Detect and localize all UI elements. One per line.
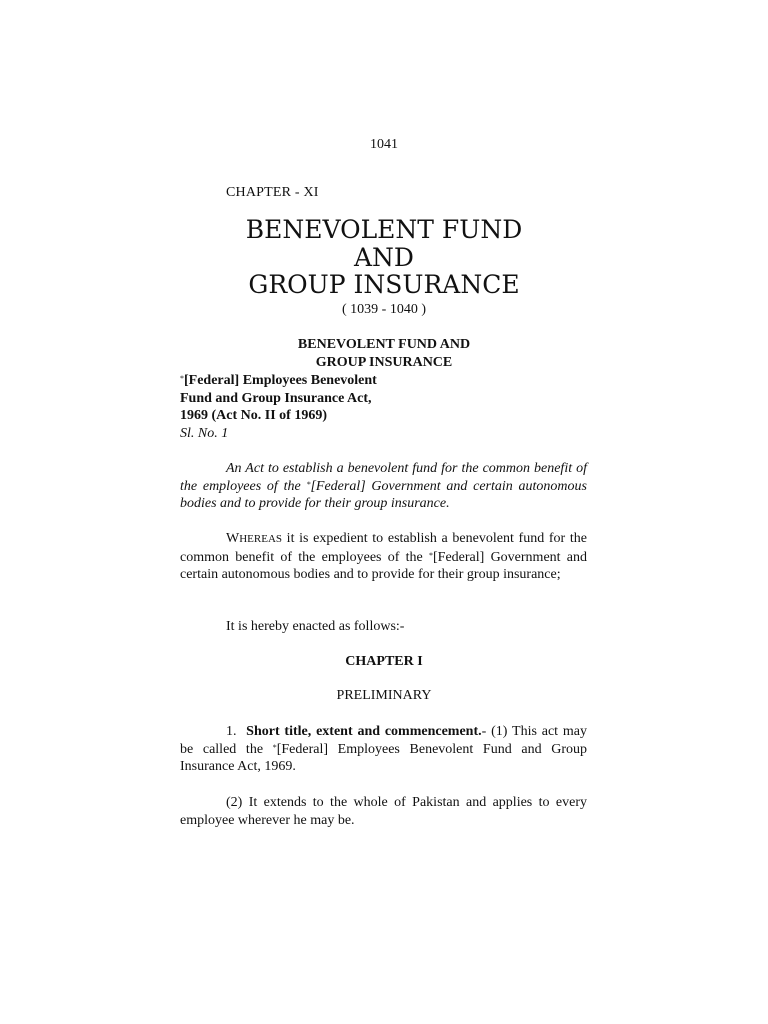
act-title-block — [180, 372, 440, 442]
footnote-mark: * — [306, 479, 311, 489]
preliminary-heading: PRELIMINARY — [336, 688, 432, 703]
act-title-text-1: [Federal] Employees Benevolent — [184, 373, 377, 388]
serial-number: Sl. No. 1 — [180, 425, 229, 441]
section-1-subsection-2 — [180, 794, 587, 829]
preamble-text-2: [Federal] Government and certain autonomous bodies and to provide for their group insurance. — [180, 478, 587, 511]
title-line-1: BENEVOLENT FUND — [245, 215, 523, 244]
preamble-text-1: An Act to establish a benevolent fund for the common benefit of the employees of the — [180, 461, 587, 494]
section-heading — [0, 336, 768, 372]
whereas-text-1: it is expedient to establish a benevolent fund for the common benefit of the employees of the — [180, 531, 587, 565]
enacted-text: It is hereby enacted as follows:- — [226, 619, 405, 634]
footnote-mark: * — [180, 374, 184, 383]
section-1-text-2: [Federal] Employees Benevolent Fund and Group Insurance Act, 1969. — [180, 741, 587, 774]
page-number: 1041 — [370, 137, 398, 152]
whereas-initial: W — [226, 531, 240, 546]
section-1-text-1: - (1) This act may be called the — [180, 724, 587, 757]
preamble-paragraph — [180, 460, 587, 513]
page-range: ( 1039 - 1040 ) — [342, 302, 426, 317]
section-1-paragraph — [180, 723, 587, 776]
act-title-line-3: 1969 (Act No. II of 1969) — [180, 408, 327, 423]
whereas-text-2: [Federal] Government and certain autonomous bodies and to provide for their group insurance; — [180, 549, 588, 582]
title-line-3: GROUP INSURANCE — [248, 270, 520, 299]
footnote-mark: * — [272, 742, 277, 752]
whereas-rest: HEREAS — [239, 533, 282, 545]
section-1-number: 1. — [226, 724, 237, 739]
section-1-subsection-2-text: (2) It extends to the whole of Pakistan and applies to every employee wherever he may be. — [180, 795, 587, 828]
whereas-paragraph — [180, 530, 587, 584]
main-title — [0, 216, 768, 299]
act-title-line-1 — [180, 372, 440, 390]
section-1-heading: Short title, extent and commencement. — [246, 724, 482, 739]
section-heading-line-2: GROUP INSURANCE — [315, 355, 453, 370]
title-line-2: AND — [354, 242, 414, 272]
enacted-paragraph — [180, 618, 587, 636]
act-title-line-2: Fund and Group Insurance Act, — [180, 390, 372, 406]
footnote-mark: * — [429, 550, 434, 560]
chapter-one-heading: CHAPTER I — [345, 654, 423, 669]
section-heading-line-1: BENEVOLENT FUND AND — [297, 337, 471, 352]
chapter-label: CHAPTER - XI — [226, 185, 319, 200]
